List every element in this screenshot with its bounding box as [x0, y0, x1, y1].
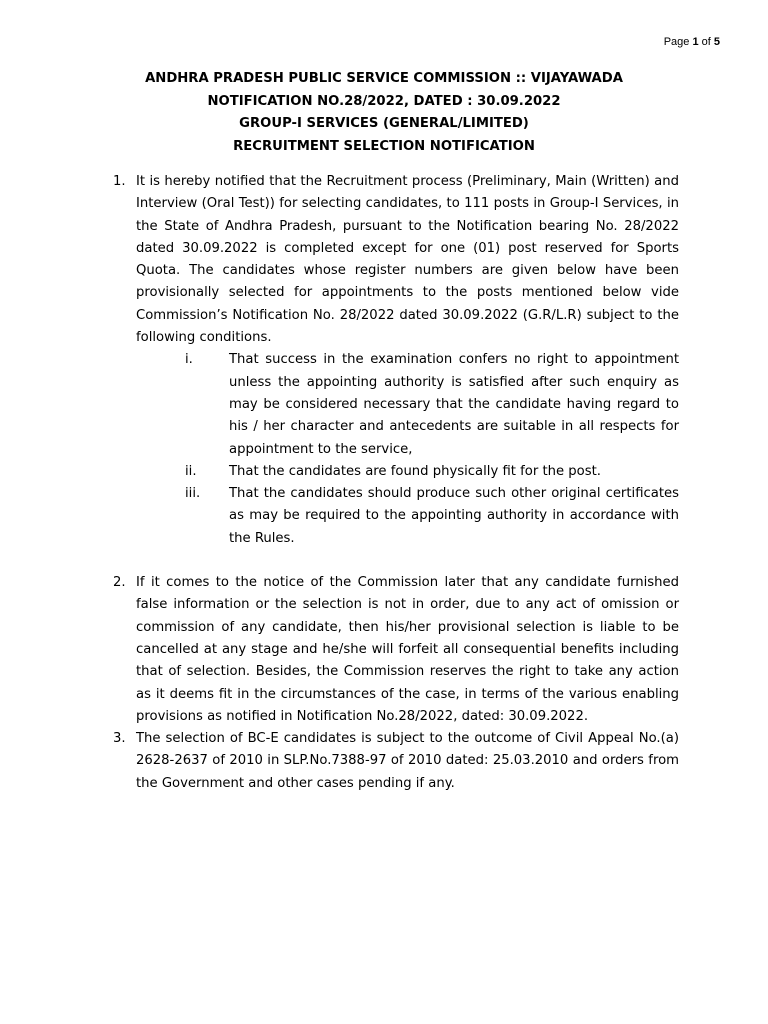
paragraph-1 — [113, 171, 679, 349]
paragraph-number: 2. — [113, 575, 126, 591]
paragraph-number: 1. — [113, 174, 126, 189]
condition-i — [113, 349, 679, 460]
notification-number: NOTIFICATION NO.28/2022, DATED : 30.09.2022 — [207, 93, 561, 109]
paragraph-spacer — [113, 550, 679, 572]
condition-numeral: i. — [185, 352, 193, 368]
total-pages: 5 — [713, 36, 720, 48]
condition-numeral: ii. — [185, 463, 197, 479]
document-body — [113, 171, 679, 795]
condition-text: That success in the examination confers no right to appointment unless the appointing authority is satisfied after such enquiry as may be considered necessary that the candidate having regard to his / her character and antecedents are suitable in all respects for appointment to the service, — [229, 352, 679, 457]
notification-title: RECRUITMENT SELECTION NOTIFICATION — [233, 138, 535, 154]
page-prefix: Page — [663, 36, 693, 48]
page-of: of — [698, 36, 714, 48]
condition-iii — [113, 483, 679, 550]
paragraph-text: The selection of BC-E candidates is subject to the outcome of Civil Appeal No.(a) 2628-2637 of 2010 in SLP.No.7388-97 of 2010 dated: 25.03.2010 and orders from the Government and other cases pending if any. — [136, 731, 679, 791]
paragraph-number: 3. — [113, 731, 126, 747]
document-header — [0, 68, 768, 158]
paragraph-2 — [113, 572, 679, 728]
current-page: 1 — [692, 36, 699, 48]
paragraph-text: If it comes to the notice of the Commission later that any candidate furnished false information or the selection is not in order, due to any act of omission or commission of any candidate, then his/her provisional selection is liable to be cancelled at any stage and he/she will forfeit all consequential benefits including that of selection. Besides, the Commission reserves the right to take any action as it deems fit in the circumstances of the case, in terms of the various enabling provisions as notified in Notification No.28/2022, dated: 30.09.2022. — [136, 575, 679, 724]
commission-title: ANDHRA PRADESH PUBLIC SERVICE COMMISSION :: VIJAYAWADA — [145, 71, 623, 86]
condition-text: That the candidates should produce such other original certificates as may be required to the appointing authority in accordance with the Rules. — [229, 486, 679, 546]
page-number — [664, 36, 720, 48]
services-title: GROUP-I SERVICES (GENERAL/LIMITED) — [239, 116, 529, 131]
condition-numeral: iii. — [185, 486, 201, 502]
condition-text: That the candidates are found physically fit for the post. — [229, 463, 601, 479]
condition-ii — [113, 461, 679, 483]
paragraph-3 — [113, 728, 679, 795]
paragraph-text: It is hereby notified that the Recruitment process (Preliminary, Main (Written) and Interview (Oral Test)) for selecting candidates, to 111 posts in Group-I Services, in the State of Andhra Pradesh, pursuant to the Notification bearing No. 28/2022 dated 30.09.2022 is completed except for one (01) post reserved for Sports Quota. The candidates whose register numbers are given below have been provisionally selected for appointments to the posts mentioned below vide Commission’s Notification No. 28/2022 dated 30.09.2022 (G.R/L.R) subject to the following conditions. — [136, 174, 679, 346]
